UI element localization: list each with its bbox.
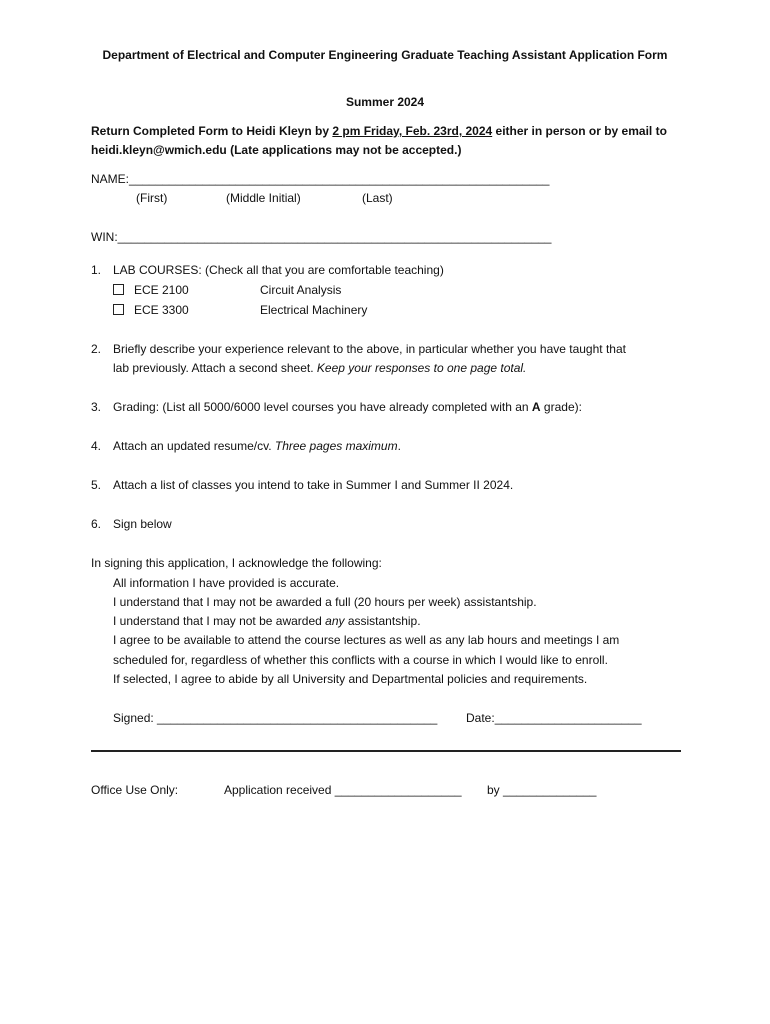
name-label: NAME:: [91, 172, 130, 186]
date-line: ______________________: [494, 711, 642, 725]
item-3-number: 3.: [91, 400, 102, 414]
course-name: Electrical Machinery: [260, 303, 368, 317]
acknowledgement-line: I agree to be available to attend the course lectures as well as any lab hours and meetings I am: [113, 633, 620, 647]
acknowledgement-line: I understand that I may not be awarded a full (20 hours per week) assistantship.: [113, 595, 537, 609]
item-1-text: LAB COURSES: (Check all that you are comfortable teaching): [113, 263, 444, 277]
course-option-ece3300[interactable]: [113, 303, 189, 318]
received-by-field[interactable]: by ______________: [487, 783, 597, 797]
checkbox-icon[interactable]: [113, 304, 124, 315]
course-name: Circuit Analysis: [260, 283, 342, 297]
item-2-text: Briefly describe your experience relevant to the above, in particular whether you have taught that: [113, 342, 626, 356]
course-code: ECE 3300: [134, 303, 189, 317]
item-1-number: 1.: [91, 263, 102, 277]
signature-line: __________________________________________: [157, 711, 438, 725]
item-3-text: Grading: (List all 5000/6000 level courses you have already completed with an A grade):: [113, 400, 582, 414]
item-6-text: Sign below: [113, 517, 172, 531]
email-instructions: heidi.kleyn@wmich.edu (Late applications may not be accepted.): [91, 143, 462, 157]
item-5-number: 5.: [91, 478, 102, 492]
checkbox-icon[interactable]: [113, 284, 124, 295]
name-last-caption: (Last): [362, 191, 393, 205]
acknowledgement-line: I understand that I may not be awarded any assistantship.: [113, 614, 421, 628]
acknowledgement-line: scheduled for, regardless of whether this conflicts with a course in which I would like to enroll.: [113, 653, 608, 667]
item-4-text: Attach an updated resume/cv. Three pages maximum.: [113, 439, 401, 453]
date-field[interactable]: [466, 711, 642, 726]
win-label: WIN:: [91, 230, 118, 244]
item-2-number: 2.: [91, 342, 102, 356]
course-code: ECE 2100: [134, 283, 189, 297]
deadline: 2 pm Friday, Feb. 23rd, 2024: [332, 124, 493, 138]
name-first-caption: (First): [136, 191, 168, 205]
acknowledgement-intro: In signing this application, I acknowledge the following:: [91, 556, 382, 570]
name-middle-caption: (Middle Initial): [226, 191, 301, 205]
return-instructions: Return Completed Form to Heidi Kleyn by 2 pm Friday, Feb. 23rd, 2024 either in person or by email to: [91, 124, 667, 138]
application-received-field[interactable]: Application received ___________________: [224, 783, 462, 797]
form-term: Summer 2024: [345, 95, 425, 109]
name-line: _______________________________________________________________: [129, 172, 550, 186]
date-label: Date:: [466, 711, 495, 725]
item-6-number: 6.: [91, 517, 102, 531]
acknowledgement-line: If selected, I agree to abide by all University and Departmental policies and requirements.: [113, 672, 588, 686]
win-line: _________________________________________________________________: [117, 230, 552, 244]
form-title: Department of Electrical and Computer Engineering Graduate Teaching Assistant Application Form: [102, 48, 668, 62]
course-option-ece2100[interactable]: [113, 283, 189, 298]
section-divider: [91, 750, 681, 752]
item-4-number: 4.: [91, 439, 102, 453]
signature-label: Signed:: [113, 711, 158, 725]
acknowledgement-line: All information I have provided is accurate.: [113, 576, 340, 590]
item-2-text-cont: lab previously. Attach a second sheet. Keep your responses to one page total.: [113, 361, 527, 375]
office-use-label: Office Use Only:: [91, 783, 179, 797]
win-field[interactable]: [91, 230, 551, 245]
name-field[interactable]: [91, 172, 549, 187]
signature-field[interactable]: [113, 711, 437, 726]
item-5-text: Attach a list of classes you intend to take in Summer I and Summer II 2024.: [113, 478, 514, 492]
